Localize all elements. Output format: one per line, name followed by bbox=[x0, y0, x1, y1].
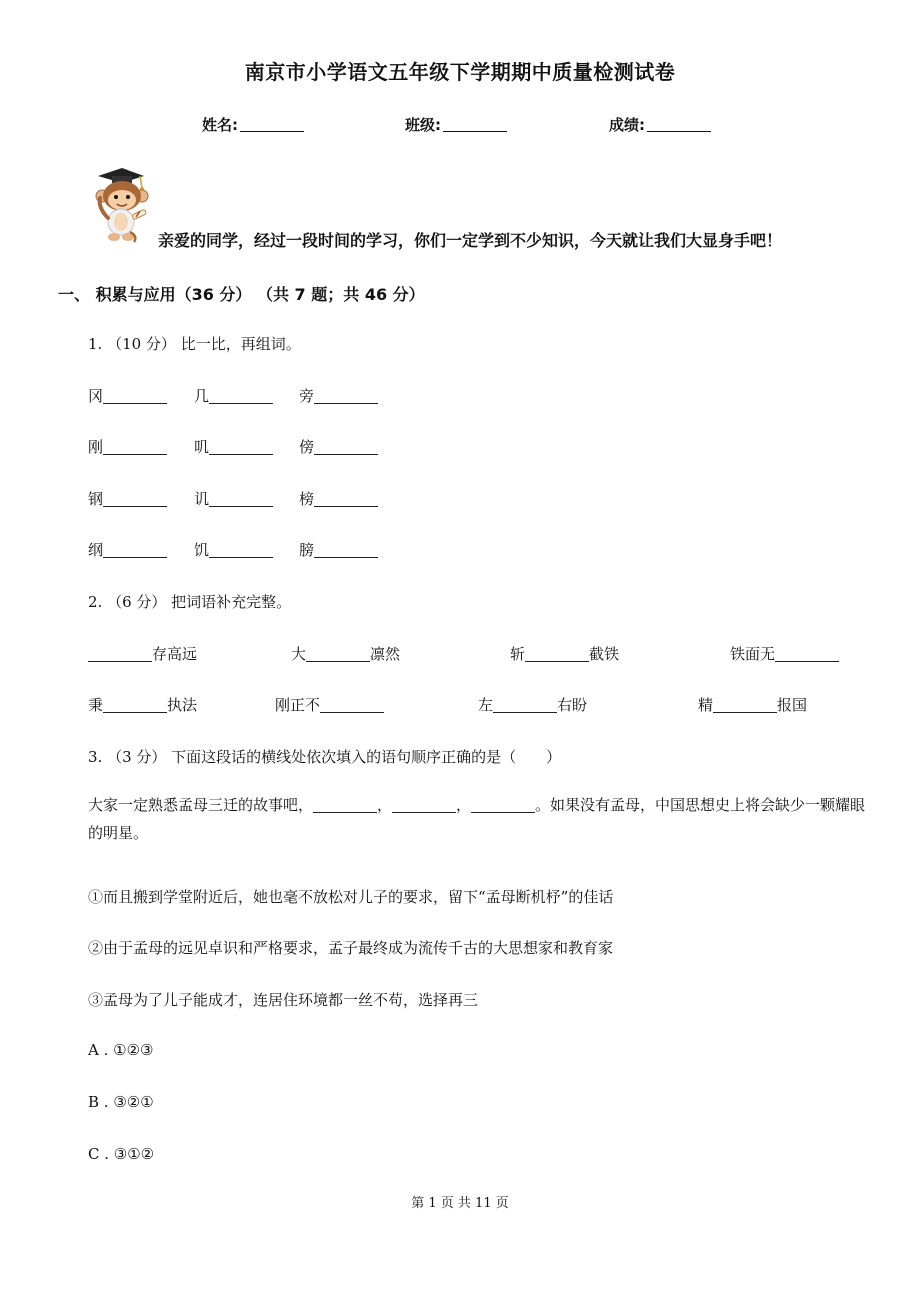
q1-char: 旁 bbox=[299, 387, 315, 405]
q1-char: 刚 bbox=[88, 438, 104, 456]
q3-option-b[interactable]: B . ③②① bbox=[88, 1093, 154, 1111]
q1-cell bbox=[88, 539, 167, 560]
q2-blank[interactable] bbox=[775, 645, 839, 662]
q1-char: 冈 bbox=[88, 387, 104, 405]
name-blank[interactable] bbox=[240, 115, 304, 132]
q1-cell bbox=[194, 488, 273, 509]
q2-suffix: 报国 bbox=[777, 696, 808, 714]
class-label: 班级: bbox=[405, 116, 441, 134]
q1-char: 讥 bbox=[194, 490, 210, 508]
q2-item bbox=[698, 694, 807, 715]
page-title: 南京市小学语文五年级下学期期中质量检测试卷 bbox=[244, 60, 676, 84]
q1-blank[interactable] bbox=[209, 438, 273, 455]
q1-cell bbox=[88, 385, 167, 406]
class-blank[interactable] bbox=[443, 115, 507, 132]
q1-blank[interactable] bbox=[209, 490, 273, 507]
q1-char: 傍 bbox=[299, 438, 315, 456]
q2-suffix: 右盼 bbox=[557, 696, 588, 714]
q2-item bbox=[88, 694, 197, 715]
greeting-text: 亲爱的同学，经过一段时间的学习，你们一定学到不少知识，今天就让我们大显身手吧！ bbox=[158, 231, 783, 250]
q2-suffix: 存高远 bbox=[152, 645, 198, 663]
q1-blank[interactable] bbox=[314, 438, 378, 455]
q1-cell bbox=[194, 385, 273, 406]
q2-prefix: 左 bbox=[478, 696, 494, 714]
q2-prefix: 刚正不 bbox=[275, 696, 321, 714]
q3-blank-1[interactable] bbox=[313, 796, 377, 813]
q2-blank[interactable] bbox=[103, 696, 167, 713]
question-2-heading: 2. （6 分） 把词语补充完整。 bbox=[88, 593, 292, 611]
q2-item bbox=[510, 643, 619, 664]
q2-prefix: 精 bbox=[698, 696, 714, 714]
q3-option-a[interactable]: A . ①②③ bbox=[88, 1041, 154, 1059]
q1-char: 纲 bbox=[88, 541, 104, 559]
q1-char: 几 bbox=[194, 387, 210, 405]
q3-option-c[interactable]: C . ③①② bbox=[88, 1145, 155, 1163]
graduate-mascot-icon bbox=[88, 162, 150, 248]
q1-cell bbox=[299, 488, 378, 509]
q1-cell bbox=[194, 539, 273, 560]
q2-blank[interactable] bbox=[320, 696, 384, 713]
q3-passage bbox=[88, 791, 868, 847]
q1-blank[interactable] bbox=[314, 541, 378, 558]
q1-cell bbox=[88, 436, 167, 457]
q2-prefix: 斩 bbox=[510, 645, 526, 663]
q2-suffix: 凛然 bbox=[370, 645, 401, 663]
score-label: 成绩: bbox=[609, 116, 645, 134]
q3-passage-end: 。如果没有孟母，中国思想史上将会缺少一颗耀眼的明星。 bbox=[88, 796, 866, 842]
page-footer: 第 1 页 共 11 页 bbox=[411, 1196, 509, 1211]
q1-blank[interactable] bbox=[103, 541, 167, 558]
q2-item bbox=[478, 694, 587, 715]
q1-char: 饥 bbox=[194, 541, 210, 559]
question-1-heading: 1. （10 分） 比一比，再组词。 bbox=[88, 335, 301, 353]
q3-blank-2[interactable] bbox=[392, 796, 456, 813]
q2-prefix: 铁面无 bbox=[730, 645, 776, 663]
q1-char: 膀 bbox=[299, 541, 315, 559]
q1-cell bbox=[299, 385, 378, 406]
q2-item bbox=[291, 643, 400, 664]
q2-item bbox=[275, 694, 384, 715]
q1-cell bbox=[299, 436, 378, 457]
q2-suffix: 执法 bbox=[167, 696, 198, 714]
q1-char: 钢 bbox=[88, 490, 104, 508]
q2-blank[interactable] bbox=[493, 696, 557, 713]
question-3-heading: 3. （3 分） 下面这段话的横线处依次填入的语句顺序正确的是（ ） bbox=[88, 748, 562, 766]
q3-separator: ， bbox=[456, 796, 472, 814]
q3-statement: ②由于孟母的远见卓识和严格要求，孟子最终成为流传千古的大思想家和教育家 bbox=[88, 939, 614, 957]
q1-blank[interactable] bbox=[314, 490, 378, 507]
name-field bbox=[202, 114, 304, 135]
q2-prefix: 秉 bbox=[88, 696, 104, 714]
score-blank[interactable] bbox=[647, 115, 711, 132]
q1-blank[interactable] bbox=[314, 387, 378, 404]
q2-suffix: 截铁 bbox=[589, 645, 620, 663]
q2-blank[interactable] bbox=[306, 645, 370, 662]
name-label: 姓名: bbox=[202, 116, 238, 134]
q1-char: 榜 bbox=[299, 490, 315, 508]
section-heading: 一、 积累与应用（36 分） （共 7 题；共 46 分） bbox=[58, 285, 425, 304]
q1-blank[interactable] bbox=[209, 387, 273, 404]
q3-statement: ③孟母为了儿子能成才，连居住环境都一丝不苟，选择再三 bbox=[88, 991, 479, 1009]
q2-blank[interactable] bbox=[525, 645, 589, 662]
q1-blank[interactable] bbox=[103, 438, 167, 455]
q1-cell bbox=[88, 488, 167, 509]
q2-item bbox=[88, 643, 197, 664]
q3-separator: ， bbox=[377, 796, 393, 814]
q3-passage-start: 大家一定熟悉孟母三迁的故事吧， bbox=[88, 796, 314, 814]
score-field bbox=[609, 114, 711, 135]
q1-blank[interactable] bbox=[103, 490, 167, 507]
q2-prefix: 大 bbox=[291, 645, 307, 663]
q2-blank[interactable] bbox=[88, 645, 152, 662]
q1-char: 叽 bbox=[194, 438, 210, 456]
class-field bbox=[405, 114, 507, 135]
q3-blank-3[interactable] bbox=[471, 796, 535, 813]
q2-blank[interactable] bbox=[713, 696, 777, 713]
q1-blank[interactable] bbox=[103, 387, 167, 404]
q1-blank[interactable] bbox=[209, 541, 273, 558]
q2-item bbox=[730, 643, 839, 664]
q3-statement: ①而且搬到学堂附近后，她也毫不放松对儿子的要求，留下“孟母断机杼”的佳话 bbox=[88, 888, 614, 906]
q1-cell bbox=[299, 539, 378, 560]
q1-cell bbox=[194, 436, 273, 457]
